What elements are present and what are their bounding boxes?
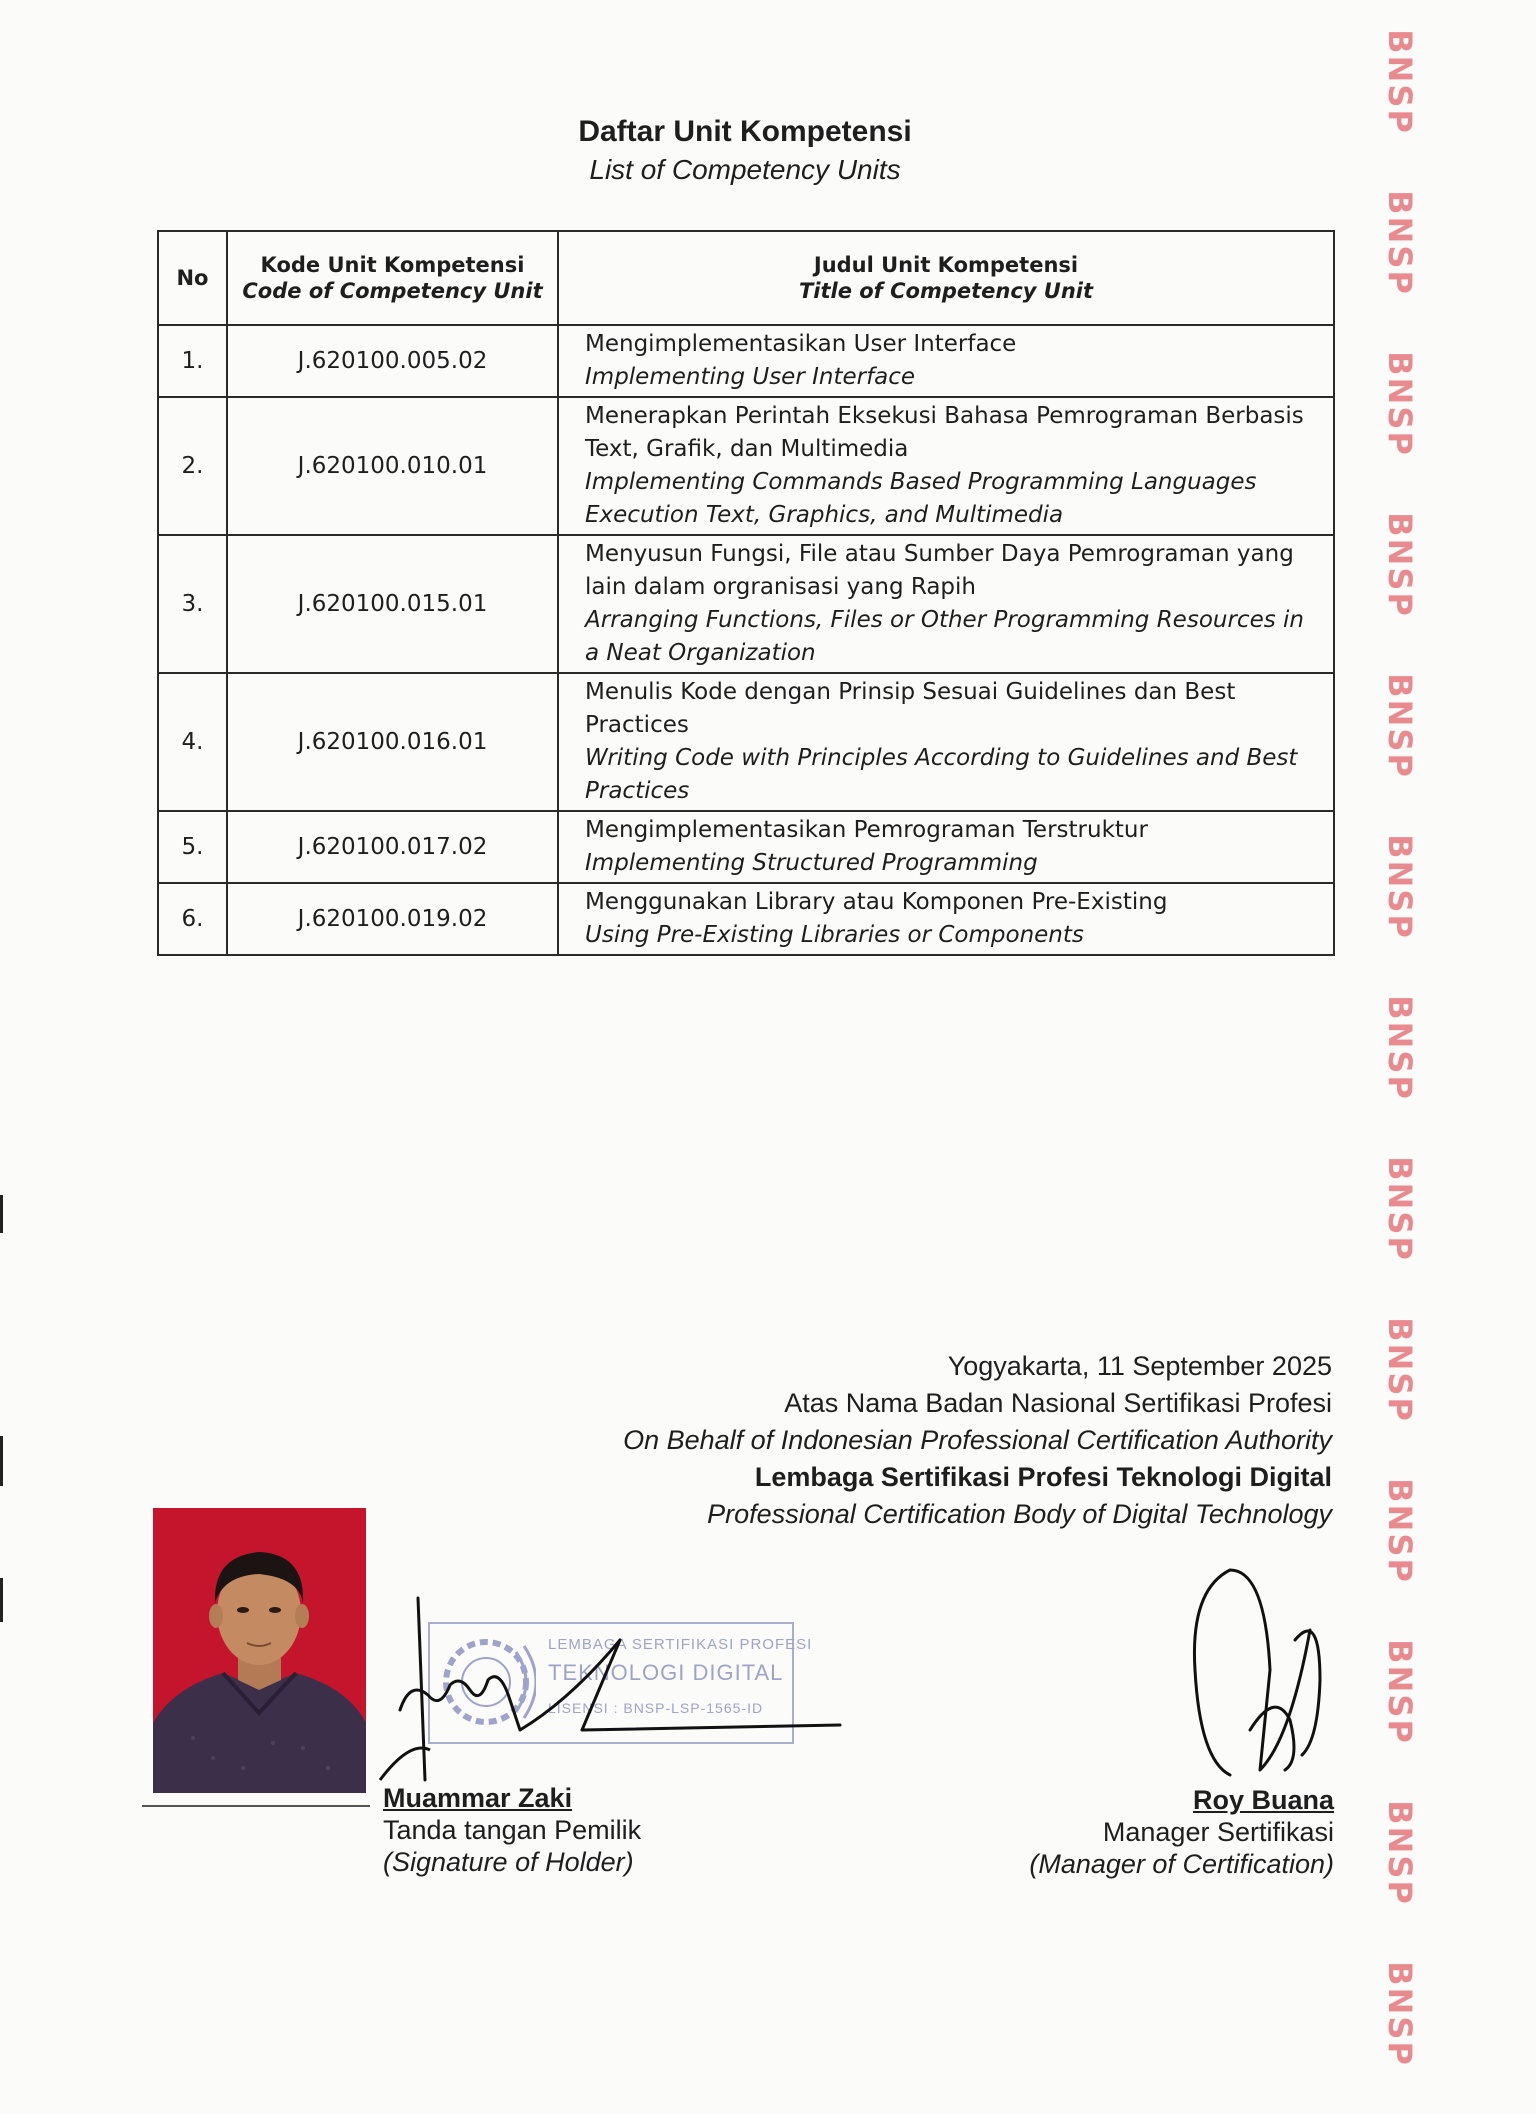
header-code <box>227 231 558 325</box>
cell-code: J.620100.010.01 <box>227 397 558 535</box>
bnsp-watermark-text: BNSP <box>1381 29 1420 135</box>
bnsp-watermark <box>1370 1317 1430 1423</box>
title-id: Menulis Kode dengan Prinsip Sesuai Guidelines dan Best Practices <box>585 679 1236 738</box>
manager-name: Roy Buana <box>1192 1785 1334 1815</box>
cell-no: 1. <box>158 325 227 397</box>
certification-body-id: Lembaga Sertifikasi Profesi Teknologi Digital <box>754 1462 1332 1492</box>
title-en: Using Pre-Existing Libraries or Components <box>585 922 1084 948</box>
bnsp-watermark <box>1370 1478 1430 1584</box>
header-no <box>158 231 227 325</box>
title-en: Implementing Commands Based Programming Languages Execution Text, Graphics, and Multimedia <box>585 469 1257 528</box>
scan-edge-mark <box>0 1436 3 1486</box>
lsp-logo-icon <box>436 1632 536 1732</box>
cell-title <box>558 535 1334 673</box>
manager-caption <box>1029 1784 1334 1880</box>
document-heading <box>530 112 960 188</box>
manager-signature <box>1190 1560 1340 1780</box>
bnsp-watermark-text: BNSP <box>1381 351 1420 457</box>
cell-no: 3. <box>158 535 227 673</box>
heading-title-id: Daftar Unit Kompetensi <box>578 115 912 148</box>
cell-no: 4. <box>158 673 227 811</box>
certification-body-en: Professional Certification Body of Digital Technology <box>707 1499 1332 1529</box>
on-behalf-id: Atas Nama Badan Nasional Sertifikasi Profesi <box>784 1388 1332 1418</box>
bnsp-watermark-text: BNSP <box>1381 190 1420 296</box>
bnsp-watermark <box>1370 1639 1430 1745</box>
bnsp-watermark-text: BNSP <box>1381 1961 1420 2067</box>
bnsp-watermark-text: BNSP <box>1381 834 1420 940</box>
cell-no: 2. <box>158 397 227 535</box>
cell-title <box>558 397 1334 535</box>
manager-role-en: (Manager of Certification) <box>1029 1849 1334 1879</box>
cell-no: 6. <box>158 883 227 955</box>
bnsp-watermark-text: BNSP <box>1381 512 1420 618</box>
bnsp-watermark-column <box>1370 0 1430 2114</box>
holder-portrait-illustration <box>153 1508 366 1793</box>
title-id: Mengimplementasikan Pemrograman Terstruktur <box>585 817 1148 843</box>
cell-title <box>558 325 1334 397</box>
heading-title-en: List of Competency Units <box>589 154 901 185</box>
bnsp-watermark-text: BNSP <box>1381 1478 1420 1584</box>
table-header-row <box>158 231 1334 325</box>
title-id: Menerapkan Perintah Eksekusi Bahasa Pemrograman Berbasis Text, Grafik, dan Multimedia <box>585 403 1304 462</box>
header-code-en: Code of Competency Unit <box>242 279 543 303</box>
stamp-line-3: LISENSI : BNSP-LSP-1565-ID <box>548 1700 764 1716</box>
title-id: Menyusun Fungsi, File atau Sumber Daya Pemrograman yang lain dalam orgranisasi yang Rapih <box>585 541 1294 600</box>
cell-title <box>558 673 1334 811</box>
cell-no: 5. <box>158 811 227 883</box>
bnsp-watermark-text: BNSP <box>1381 1639 1420 1745</box>
bnsp-watermark <box>1370 673 1430 779</box>
title-en: Implementing User Interface <box>585 364 916 390</box>
table-row <box>158 397 1334 535</box>
manager-role-id: Manager Sertifikasi <box>1102 1817 1334 1847</box>
issuance-block <box>623 1348 1332 1533</box>
table-row <box>158 325 1334 397</box>
scan-edge-mark <box>0 1578 3 1622</box>
bnsp-watermark <box>1370 834 1430 940</box>
bnsp-watermark <box>1370 29 1430 135</box>
holder-name: Muammar Zaki <box>383 1783 573 1813</box>
table-row <box>158 535 1334 673</box>
holder-role-en: (Signature of Holder) <box>383 1847 634 1877</box>
bnsp-watermark-text: BNSP <box>1381 995 1420 1101</box>
holder-photo <box>153 1508 366 1793</box>
header-title-en: Title of Competency Unit <box>798 279 1094 303</box>
competency-units-table <box>157 230 1335 956</box>
title-id: Menggunakan Library atau Komponen Pre-Existing <box>585 889 1168 915</box>
cell-code: J.620100.016.01 <box>227 673 558 811</box>
title-en: Implementing Structured Programming <box>585 850 1038 876</box>
table-row <box>158 811 1334 883</box>
bnsp-watermark <box>1370 1156 1430 1262</box>
cell-code: J.620100.017.02 <box>227 811 558 883</box>
cell-code: J.620100.015.01 <box>227 535 558 673</box>
cell-title <box>558 883 1334 955</box>
holder-role-id: Tanda tangan Pemilik <box>383 1815 642 1845</box>
bnsp-watermark-text: BNSP <box>1381 1317 1420 1423</box>
lsp-stamp <box>428 1622 813 1744</box>
bnsp-watermark-text: BNSP <box>1381 1156 1420 1262</box>
table-row <box>158 883 1334 955</box>
stamp-line-1: LEMBAGA SERTIFIKASI PROFESI <box>548 1636 813 1653</box>
table-row <box>158 673 1334 811</box>
stamp-line-2: TEKNOLOGI DIGITAL <box>548 1660 784 1685</box>
cell-code: J.620100.019.02 <box>227 883 558 955</box>
title-en: Writing Code with Principles According to Guidelines and Best Practices <box>585 745 1298 804</box>
holder-caption <box>383 1782 641 1878</box>
cell-code: J.620100.005.02 <box>227 325 558 397</box>
cell-title <box>558 811 1334 883</box>
bnsp-watermark <box>1370 1961 1430 2067</box>
bnsp-watermark-text: BNSP <box>1381 673 1420 779</box>
on-behalf-en: On Behalf of Indonesian Professional Certification Authority <box>623 1425 1332 1455</box>
title-en: Arranging Functions, Files or Other Programming Resources in a Neat Organization <box>585 607 1304 666</box>
bnsp-watermark <box>1370 995 1430 1101</box>
place-date: Yogyakarta, 11 September 2025 <box>947 1351 1332 1381</box>
header-title <box>558 231 1334 325</box>
header-title-id: Judul Unit Kompetensi <box>813 253 1079 277</box>
bnsp-watermark <box>1370 351 1430 457</box>
header-no-label: No <box>176 266 209 290</box>
bnsp-watermark <box>1370 512 1430 618</box>
header-code-id: Kode Unit Kompetensi <box>260 253 525 277</box>
bnsp-watermark <box>1370 190 1430 296</box>
title-id: Mengimplementasikan User Interface <box>585 331 1017 357</box>
bnsp-watermark <box>1370 1800 1430 1906</box>
bnsp-watermark-text: BNSP <box>1381 1800 1420 1906</box>
scan-edge-mark <box>0 1195 3 1233</box>
